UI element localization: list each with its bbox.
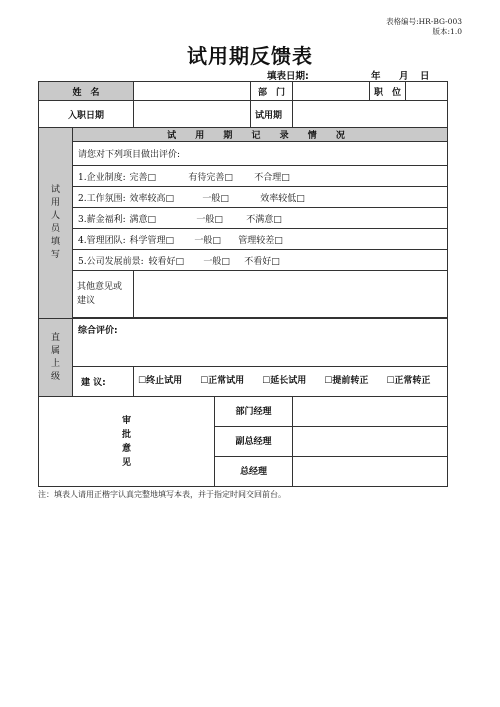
approval-dept-manager-label: 部门经理 [215, 397, 293, 427]
eval-item-system [73, 166, 448, 187]
name-field[interactable] [134, 82, 251, 101]
approval-gm-label: 总经理 [215, 457, 293, 487]
employee-section-label [39, 128, 73, 319]
suggestion-option-normal-regular[interactable]: ☐正常转正 [386, 376, 431, 386]
row-overall-evaluation [39, 319, 448, 367]
eval-option[interactable]: 一般□ [203, 256, 230, 267]
evaluation-prompt: 请您对下列项目做出评价: [73, 142, 448, 166]
overall-evaluation-label: 综合评价: [78, 326, 118, 336]
footer-note: 注：填表人请用正楷字认真完整地填写本表，并于指定时间交回前台。 [38, 490, 286, 499]
row-other-feedback [39, 271, 448, 318]
eval-option[interactable]: 完善□ [129, 172, 157, 183]
row-suggestion [39, 367, 448, 397]
overall-evaluation-field[interactable] [73, 319, 448, 367]
eval-item-label: 1.企业制度: [78, 172, 126, 183]
hire-date-label: 入职日期 [39, 101, 134, 128]
eval-option[interactable]: 效率较高□ [129, 193, 175, 204]
eval-item-salary [73, 208, 448, 229]
position-field[interactable] [406, 82, 448, 101]
eval-option[interactable]: 满意□ [129, 214, 157, 225]
document-code: 表格编号:HR-BG-003 [386, 17, 462, 26]
suggestion-label: 建 议: [73, 367, 134, 397]
eval-item-row [39, 166, 448, 187]
position-label: 职 位 [370, 82, 406, 101]
eval-option[interactable]: 较看好□ [148, 256, 185, 267]
approval-section-label-text: 审批意见 [121, 415, 131, 468]
name-label: 姓 名 [39, 82, 134, 101]
other-feedback-label: 其他意见或建议 [73, 271, 134, 318]
document-version: 版本:1.0 [432, 27, 462, 36]
approval-vp-label: 副总经理 [215, 427, 293, 457]
eval-item-atmosphere [73, 187, 448, 208]
eval-option[interactable]: 不满意□ [246, 214, 282, 225]
trial-period-label: 试用期 [251, 101, 293, 128]
trial-period-field[interactable] [293, 101, 448, 128]
eval-item-label: 5.公司发展前景: [78, 256, 144, 267]
approval-vp-field[interactable] [293, 427, 448, 457]
suggestion-option-extend[interactable]: ☐延长试用 [262, 376, 307, 386]
other-feedback-field[interactable] [134, 271, 448, 318]
eval-item-prospects [73, 250, 448, 271]
record-header: 试 用 期 记 录 情 况 [73, 128, 448, 142]
row-record-header [39, 128, 448, 142]
fill-date-year: 年 [371, 71, 381, 82]
row-dates [39, 101, 448, 128]
approval-section-label [39, 397, 215, 487]
row-basic-info [39, 82, 448, 101]
eval-option[interactable]: 一般□ [194, 235, 221, 246]
suggestion-option-terminate[interactable]: ☐终止试用 [138, 376, 183, 386]
row-prompt [39, 142, 448, 166]
feedback-form-table [38, 81, 448, 487]
eval-option[interactable]: 管理较差□ [238, 235, 283, 246]
fill-date-day: 日 [420, 71, 430, 82]
supervisor-section-label [39, 319, 73, 397]
suggestion-options [134, 367, 448, 397]
eval-item-row [39, 187, 448, 208]
eval-item-label: 3.薪金福利: [78, 214, 126, 225]
row-approval-dept-manager [39, 397, 448, 427]
eval-option[interactable]: 不看好□ [244, 256, 280, 267]
eval-item-row [39, 250, 448, 271]
eval-option[interactable]: 一般□ [196, 214, 223, 225]
suggestion-option-normal-trial[interactable]: ☐正常试用 [200, 376, 245, 386]
eval-item-row [39, 208, 448, 229]
eval-option[interactable]: 有待完善□ [188, 172, 233, 183]
dept-field[interactable] [293, 82, 370, 101]
employee-section-label-text: 试用人员填写 [50, 185, 60, 260]
eval-option[interactable]: 科学管理□ [129, 235, 175, 246]
approval-dept-manager-field[interactable] [293, 397, 448, 427]
dept-label: 部 门 [251, 82, 293, 101]
fill-date-month: 月 [399, 71, 409, 82]
suggestion-option-early-regular[interactable]: ☐提前转正 [324, 376, 369, 386]
eval-option[interactable]: 不合理□ [254, 172, 290, 183]
eval-item-label: 4.管理团队: [78, 235, 126, 246]
eval-option[interactable]: 效率较低□ [260, 193, 305, 204]
supervisor-section-label-text: 直属上级 [50, 332, 60, 382]
eval-item-label: 2.工作氛围: [78, 193, 126, 204]
eval-option[interactable]: 一般□ [202, 193, 229, 204]
eval-item-row [39, 229, 448, 250]
form-title: 试用期反馈表 [187, 44, 313, 68]
approval-gm-field[interactable] [293, 457, 448, 487]
document-code-block [386, 17, 462, 37]
hire-date-field[interactable] [134, 101, 251, 128]
eval-item-management [73, 229, 448, 250]
fill-date-label: 填表日期: [267, 71, 309, 82]
